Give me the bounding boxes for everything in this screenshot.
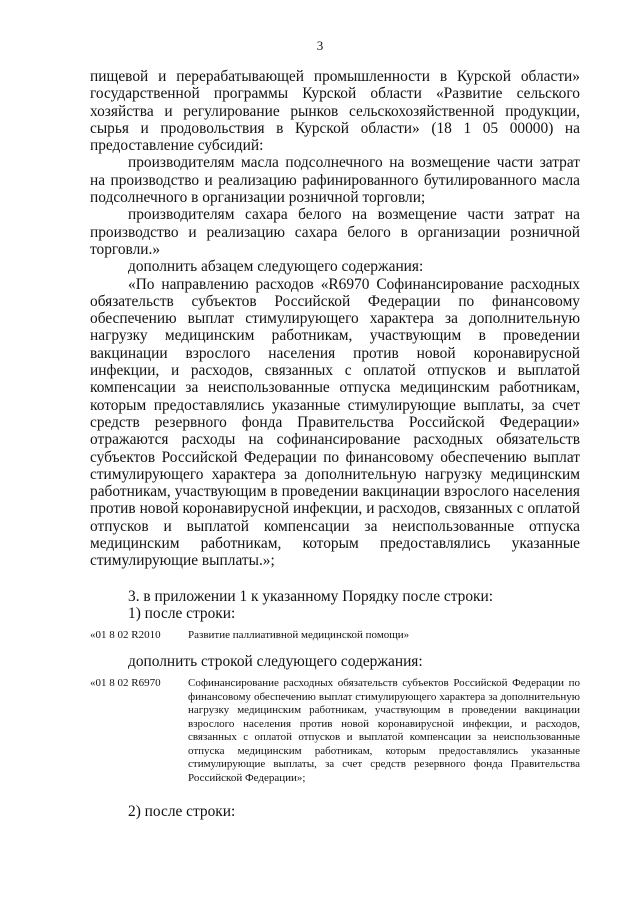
paragraph: производителям масла подсолнечного на возмещение части затрат на производство и реализацию рафинированного бутилированного масла подсолнечного в организации розничной торговли; xyxy=(90,154,580,207)
row-code: «01 8 02 R6970 xyxy=(90,677,161,689)
section-3-heading: 3. в приложении 1 к указанному Порядку после строки: xyxy=(128,587,494,605)
add-line-instruction: дополнить строкой следующего содержания: xyxy=(128,652,423,670)
paragraph: производителям сахара белого на возмещение части затрат на производство и реализацию сахара белого в организации розничной торговли.» xyxy=(90,206,580,258)
item-1-heading: 1) после строки: xyxy=(128,604,236,622)
item-2-heading: 2) после строки: xyxy=(128,803,236,820)
document-body xyxy=(90,68,580,820)
paragraph: «По направлению расходов «R6970 Софинансирование расходных обязательств субъектов Российской Федерации по финансовому обеспечению выплат стимулирующего характера за дополнительную нагрузку медицинским работникам, участвующим в проведении вакцинации взрослого населения против новой коронавирусной инфекции, и расходов, связанных с оплатой отпусков и выплатой компенсации за неиспользованные отпуска медицинским работникам, которым предоставлялись указанные стимулирующие выплаты, за счет средств резервного фонда Правительства Российской Федерации» отражаются расходы на софинансирование расходных обязательств субъектов Российской Федерации по финансовому обеспечению выплат стимулирующего характера за дополнительную нагрузку медицинским работникам, участвующим в проведении вакцинации взрослого населения против новой коронавирусной инфекции, и расходов, связанных с оплатой отпусков и выплатой компенсации за неиспользованные отпуска медицинским работникам, которым предоставлялись указанные стимулирующие выплаты.»; xyxy=(90,275,580,570)
paragraph: пищевой и перерабатывающей промышленности в Курской области» государственной программы Курской области «Развитие сельского хозяйства и регулирование рынков сельскохозяйственной продукции, сырья и продовольствия в Курской области» (18 1 05 00000) на предоставление субсидий: xyxy=(90,68,580,155)
row-description: Развитие паллиативной медицинской помощи» xyxy=(188,629,410,642)
intro-paragraphs xyxy=(90,68,580,570)
row-code: «01 8 02 R2010 xyxy=(90,629,161,642)
paragraph: дополнить абзацем следующего содержания: xyxy=(128,258,424,276)
row-description: Софинансирование расходных обязательств субъектов Российской Федерации по финансовому обеспечению выплат стимулирующего характера за дополнительную нагрузку медицинским работникам, участвующим в проведении вакцинации взрослого населения против новой коронавирусной инфекции, и расходов, связанных с оплатой отпусков и выплатой компенсации за неиспользованные отпуска медицинским работникам, которым предоставлялись указанные стимулирующие выплаты, за счет средств резервного фонда Правительства Российской Федерации»; xyxy=(188,677,580,784)
table-row xyxy=(90,677,580,785)
page-number: 3 xyxy=(316,38,324,53)
table-row xyxy=(90,629,580,643)
